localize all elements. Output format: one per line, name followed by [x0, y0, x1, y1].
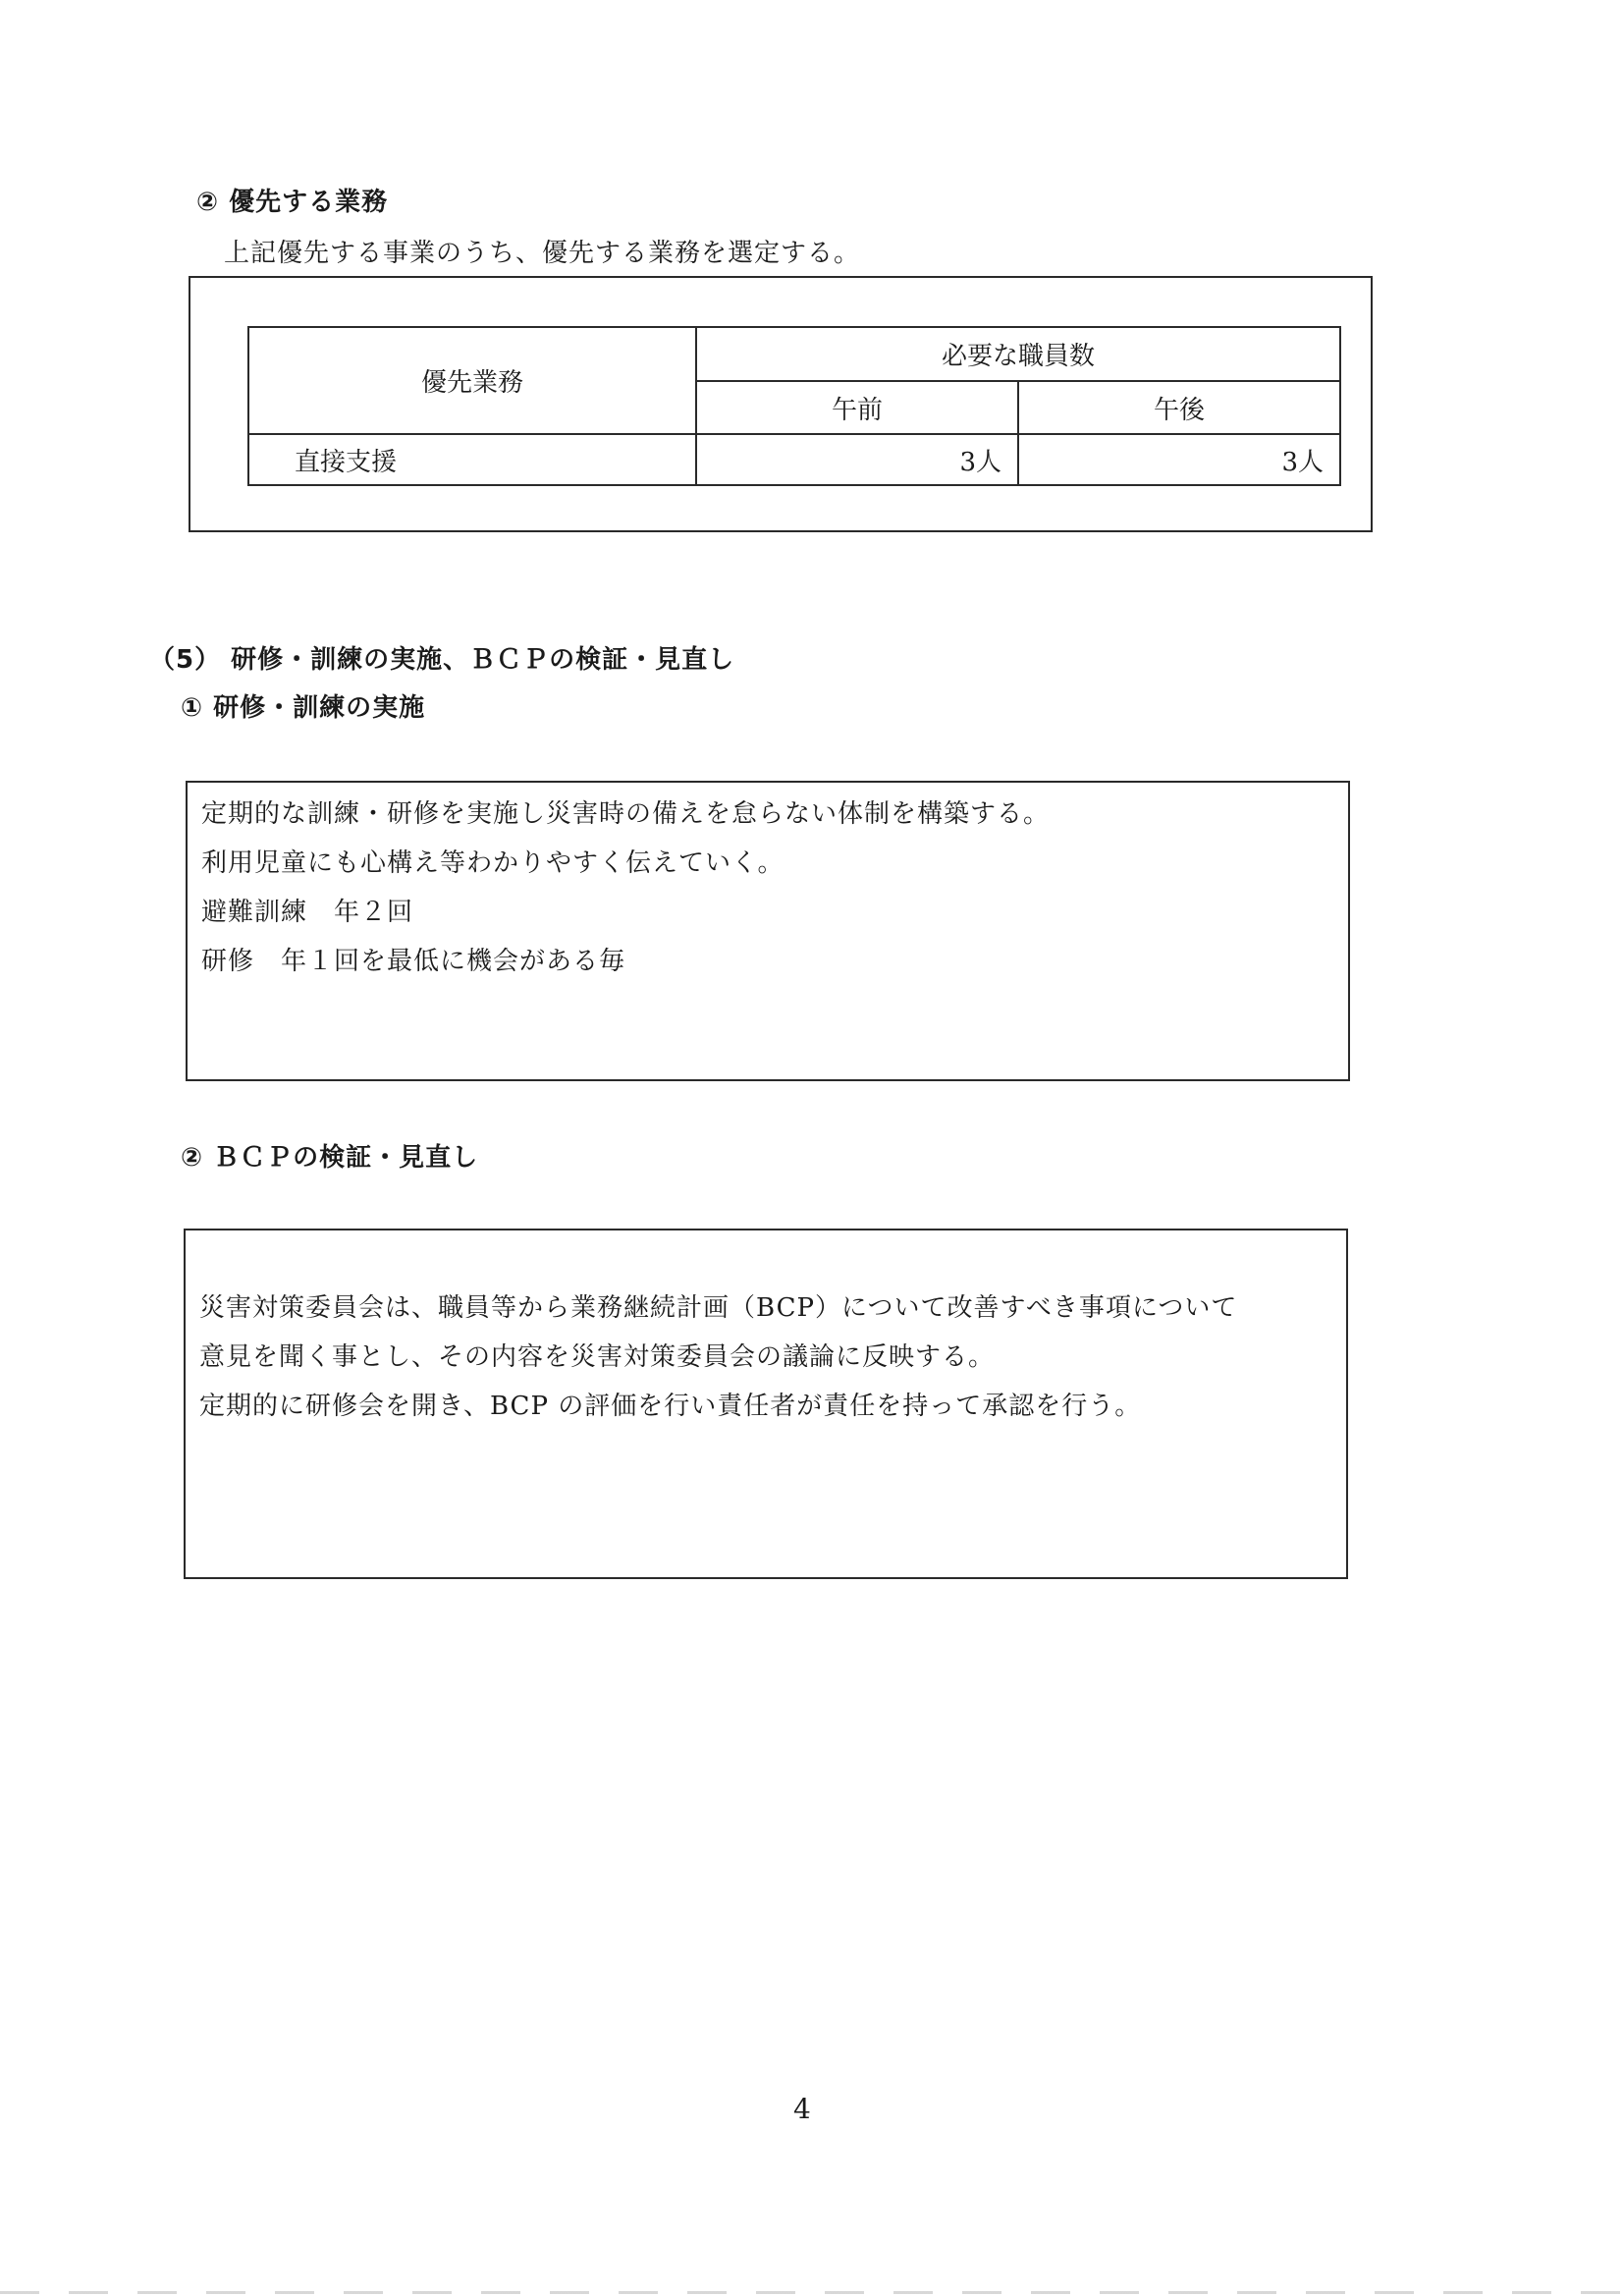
header-required-staff: 必要な職員数	[696, 327, 1340, 381]
priority-tasks-intro: 上記優先する事業のうち、優先する業務を選定する。	[224, 239, 861, 268]
afternoon-staff-cell: 3人	[1018, 434, 1340, 485]
bcp-review-heading: ② ＢＣＰの検証・見直し	[181, 1143, 479, 1173]
training-line-3: 避難訓練 年２回	[201, 898, 414, 927]
section5-heading: （5） 研修・訓練の実施、ＢＣＰの検証・見直し	[149, 645, 735, 675]
priority-tasks-table	[247, 326, 1341, 486]
training-box	[186, 781, 1350, 1081]
bcp-review-line-2: 意見を聞く事とし、その内容を災害対策委員会の議論に反映する。	[199, 1342, 996, 1372]
training-line-2: 利用児童にも心構え等わかりやすく伝えていく。	[201, 848, 784, 878]
bcp-review-box	[184, 1229, 1348, 1579]
task-name-cell: 直接支援	[248, 434, 696, 485]
morning-staff-cell: 3人	[696, 434, 1018, 485]
header-priority-task: 優先業務	[248, 327, 696, 434]
bcp-review-line-1: 災害対策委員会は、職員等から業務継続計画（BCP）について改善すべき事項について	[199, 1293, 1238, 1323]
header-morning: 午前	[696, 381, 1018, 434]
priority-tasks-heading: ② 優先する業務	[196, 188, 389, 217]
header-afternoon: 午後	[1018, 381, 1340, 434]
training-line-4: 研修 年１回を最低に機会がある毎	[201, 947, 626, 976]
training-heading: ① 研修・訓練の実施	[181, 693, 426, 723]
scan-edge-artifact	[0, 2291, 1623, 2294]
page-number: 4	[793, 2093, 811, 2125]
table-row	[248, 434, 1340, 485]
training-line-1: 定期的な訓練・研修を実施し災害時の備えを怠らない体制を構築する。	[201, 799, 1051, 829]
bcp-review-line-3: 定期的に研修会を開き、BCP の評価を行い責任者が責任を持って承認を行う。	[199, 1392, 1142, 1421]
